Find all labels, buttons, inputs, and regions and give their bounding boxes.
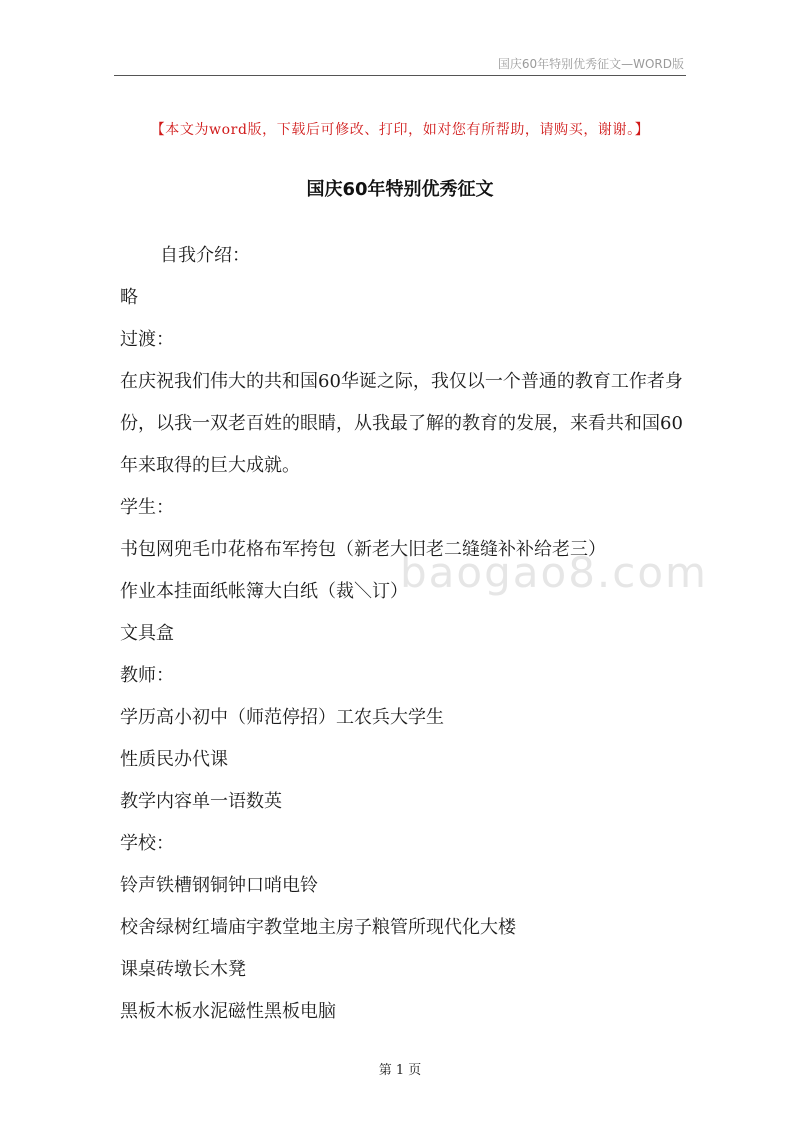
paragraph: 略 [120,287,138,308]
header-divider [114,75,686,76]
paragraph: 自我介绍： [160,245,250,266]
paragraph: 在庆祝我们伟大的共和国60华诞之际，我仅以一个普通的教育工作者身份，以我一双老百姓的眼睛，从我最了解的教育的发展，来看共和国60年来取得的巨大成就。 [120,371,683,476]
header-title: 国庆60年特别优秀征文—WORD版 [497,57,684,71]
paragraph: 文具盒 [120,623,174,644]
paragraph: 书包网兜毛巾花格布军挎包（新老大旧老二缝缝补补给老三） [120,539,606,560]
purchase-notice: 【本文为word版，下载后可修改、打印，如对您有所帮助，请购买，谢谢。】 [150,122,650,138]
paragraph: 学生： [120,497,174,518]
paragraph: 过渡： [120,329,174,350]
document-title: 国庆60年特别优秀征文 [306,179,494,200]
paragraph: 教学内容单一语数英 [120,791,282,812]
document-body [120,235,685,1033]
paragraph: 铃声铁槽钢铜钟口哨电铃 [120,875,318,896]
paragraph: 性质民办代课 [120,749,228,770]
paragraph: 教师： [120,665,174,686]
paragraph: 学校： [120,833,174,854]
paragraph: 黑板木板水泥磁性黑板电脑 [120,1001,336,1022]
paragraph: 作业本挂面纸帐簿大白纸（裁＼订） [120,581,408,602]
paragraph: 学历高小初中（师范停招）工农兵大学生 [120,707,444,728]
paragraph: 校舍绿树红墙庙宇教堂地主房子粮管所现代化大楼 [120,917,516,938]
paragraph: 课桌砖墩长木凳 [120,959,246,980]
page-number: 第 1 页 [378,1063,422,1078]
watermark: baogao8.com [400,548,708,597]
